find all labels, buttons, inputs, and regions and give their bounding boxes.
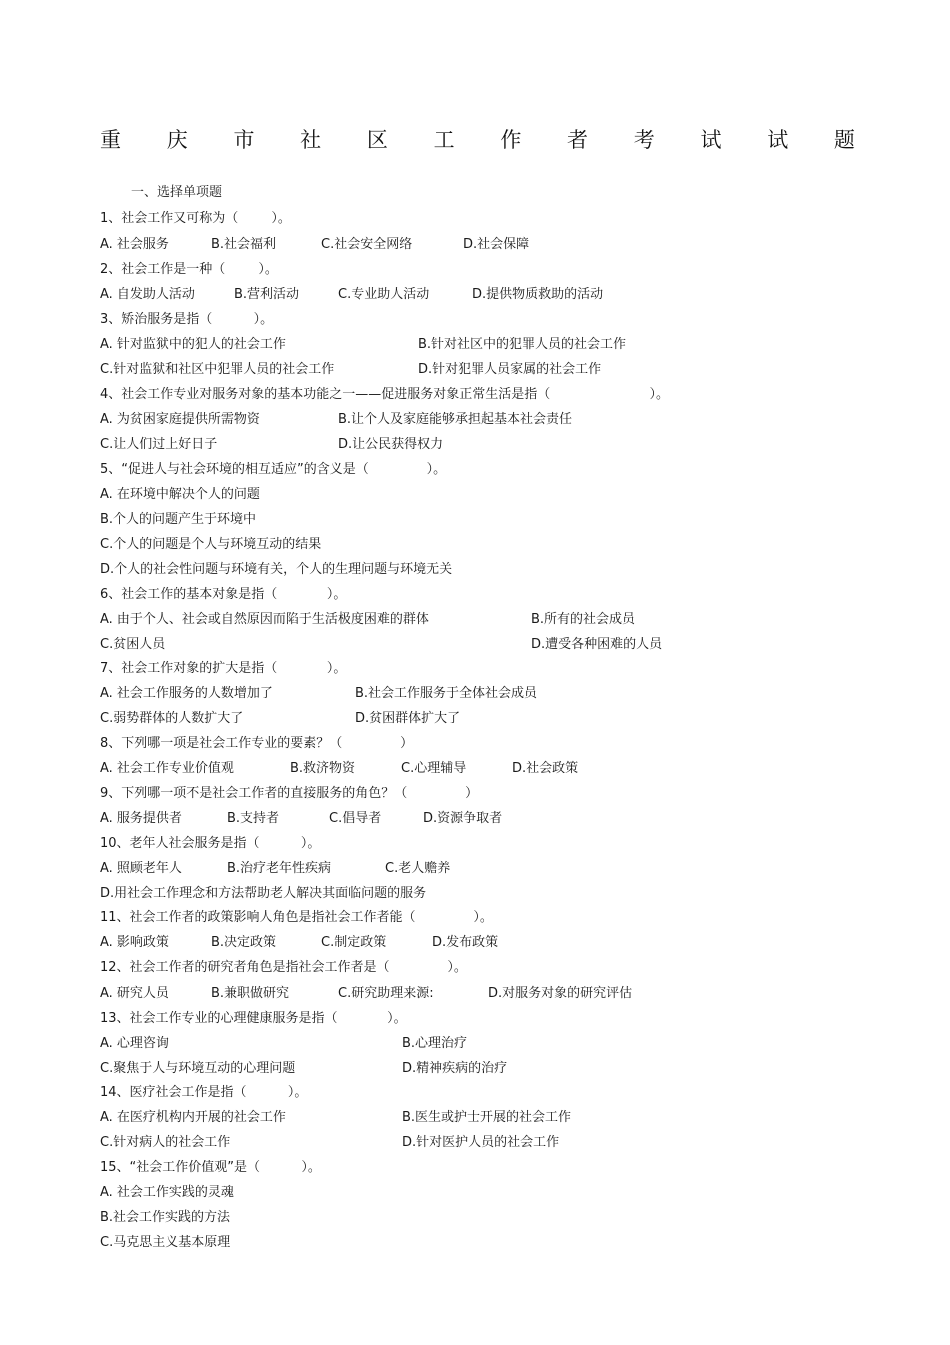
- option-b: B.社会工作服务于全体社会成员: [355, 686, 538, 701]
- option-a: A. 研究人员: [100, 986, 169, 1001]
- question-stem: 7、社会工作对象的扩大是指（ ）。: [100, 661, 347, 676]
- title-char: 重: [100, 128, 121, 152]
- option-a: A. 服务提供者: [100, 811, 182, 826]
- option-d: D.精神疾病的治疗: [402, 1061, 508, 1076]
- option-c: C.弱势群体的人数扩大了: [100, 711, 244, 726]
- title-char: 试: [700, 128, 722, 152]
- option-a: A. 心理咨询: [100, 1036, 169, 1051]
- option-c: C.让人们过上好日子: [100, 437, 218, 452]
- title-char: 工: [433, 128, 455, 152]
- option-c: C.研究助理来源:: [338, 986, 434, 1001]
- question-stem: 4、社会工作专业对服务对象的基本功能之一——促进服务对象正常生活是指（ ）。: [100, 387, 669, 402]
- question-stem: 6、社会工作的基本对象是指（ ）。: [100, 587, 347, 602]
- option-a: A. 社会工作实践的灵魂: [100, 1185, 234, 1200]
- option-d: D.提供物质救助的活动: [472, 287, 604, 302]
- option-d: D.社会政策: [512, 761, 579, 776]
- option-a: A. 照顾老年人: [100, 861, 182, 876]
- option-d: D.让公民获得权力: [338, 437, 444, 452]
- question-stem: 14、医疗社会工作是指（ ）。: [100, 1085, 308, 1100]
- section-heading: 一、选择单项题: [131, 185, 223, 200]
- option-b: B.针对社区中的犯罪人员的社会工作: [418, 337, 627, 352]
- option-c: C.社会安全网络: [321, 237, 413, 252]
- title-char: 考: [633, 128, 655, 152]
- question-stem: 8、下列哪一项是社会工作专业的要素？（ ）: [100, 736, 414, 751]
- title-char: 试: [767, 128, 789, 152]
- option-b: B.治疗老年性疾病: [227, 861, 332, 876]
- option-c: C.倡导者: [329, 811, 382, 826]
- option-b: B.让个人及家庭能够承担起基本社会责任: [338, 412, 573, 427]
- question-stem: 13、社会工作专业的心理健康服务是指（ ）。: [100, 1011, 407, 1026]
- question-stem: 15、“社会工作价值观”是（ ）。: [100, 1160, 321, 1175]
- title-char: 社: [300, 128, 322, 152]
- option-b: B.社会工作实践的方法: [100, 1210, 231, 1225]
- option-a: A. 社会服务: [100, 237, 169, 252]
- option-c: C.老人赡养: [385, 861, 451, 876]
- title-char: 题: [833, 128, 855, 152]
- option-a: A. 社会工作服务的人数增加了: [100, 686, 273, 701]
- title-char: 区: [366, 128, 388, 152]
- title-char: 庆: [166, 128, 188, 152]
- question-stem: 11、社会工作者的政策影响人角色是指社会工作者能（ ）。: [100, 910, 493, 925]
- option-c: C.贫困人员: [100, 637, 166, 652]
- option-a: A. 针对监狱中的犯人的社会工作: [100, 337, 286, 352]
- option-d: D.贫困群体扩大了: [355, 711, 461, 726]
- option-d: D.发布政策: [432, 935, 499, 950]
- option-d: D.遭受各种困难的人员: [531, 637, 663, 652]
- option-b: B.心理治疗: [402, 1036, 468, 1051]
- option-a: A. 自发助人活动: [100, 287, 195, 302]
- option-c: C.针对病人的社会工作: [100, 1135, 231, 1150]
- title-char: 市: [233, 128, 255, 152]
- option-b: B.决定政策: [211, 935, 277, 950]
- option-c: C.专业助人活动: [338, 287, 430, 302]
- question-stem: 3、矫治服务是指（ ）。: [100, 312, 274, 327]
- question-stem: 5、“促进人与社会环境的相互适应”的含义是（ ）。: [100, 462, 447, 477]
- option-d: D.对服务对象的研究评估: [488, 986, 633, 1001]
- question-stem: 2、社会工作是一种（ ）。: [100, 262, 278, 277]
- option-a: A. 影响政策: [100, 935, 169, 950]
- question-stem: 12、社会工作者的研究者角色是指社会工作者是（ ）。: [100, 960, 467, 975]
- option-b: B.兼职做研究: [211, 986, 290, 1001]
- option-d: D.社会保障: [463, 237, 530, 252]
- question-stem: 1、社会工作又可称为（ ）。: [100, 211, 291, 226]
- option-d: D.资源争取者: [423, 811, 503, 826]
- option-a: A. 在环境中解决个人的问题: [100, 487, 260, 502]
- option-b: B.营利活动: [234, 287, 300, 302]
- option-b: B.救济物资: [290, 761, 356, 776]
- option-a: A. 社会工作专业价值观: [100, 761, 234, 776]
- question-stem: 10、老年人社会服务是指（ ）。: [100, 836, 321, 851]
- title-char: 者: [567, 128, 589, 152]
- option-b: B.支持者: [227, 811, 280, 826]
- option-d: D.用社会工作理念和方法帮助老人解决其面临问题的服务: [100, 886, 427, 901]
- page-title: [100, 124, 855, 154]
- option-d: D.针对犯罪人员家属的社会工作: [418, 362, 602, 377]
- option-b: B.个人的问题产生于环境中: [100, 512, 257, 527]
- option-c: C.心理辅导: [401, 761, 467, 776]
- option-a: A. 由于个人、社会或自然原因而陷于生活极度困难的群体: [100, 612, 429, 627]
- title-char: 作: [500, 128, 522, 152]
- option-a: A. 在医疗机构内开展的社会工作: [100, 1110, 286, 1125]
- option-d: D.个人的社会性问题与环境有关，个人的生理问题与环境无关: [100, 562, 453, 577]
- option-c: C.个人的问题是个人与环境互动的结果: [100, 537, 322, 552]
- option-d: D.针对医护人员的社会工作: [402, 1135, 560, 1150]
- option-c: C.聚焦于人与环境互动的心理问题: [100, 1061, 296, 1076]
- option-b: B.医生或护士开展的社会工作: [402, 1110, 572, 1125]
- question-stem: 9、下列哪一项不是社会工作者的直接服务的角色？（ ）: [100, 786, 479, 801]
- option-b: B.所有的社会成员: [531, 612, 636, 627]
- option-a: A. 为贫困家庭提供所需物资: [100, 412, 260, 427]
- option-c: C.马克思主义基本原理: [100, 1235, 231, 1250]
- option-b: B.社会福利: [211, 237, 277, 252]
- option-c: C.制定政策: [321, 935, 387, 950]
- option-c: C.针对监狱和社区中犯罪人员的社会工作: [100, 362, 335, 377]
